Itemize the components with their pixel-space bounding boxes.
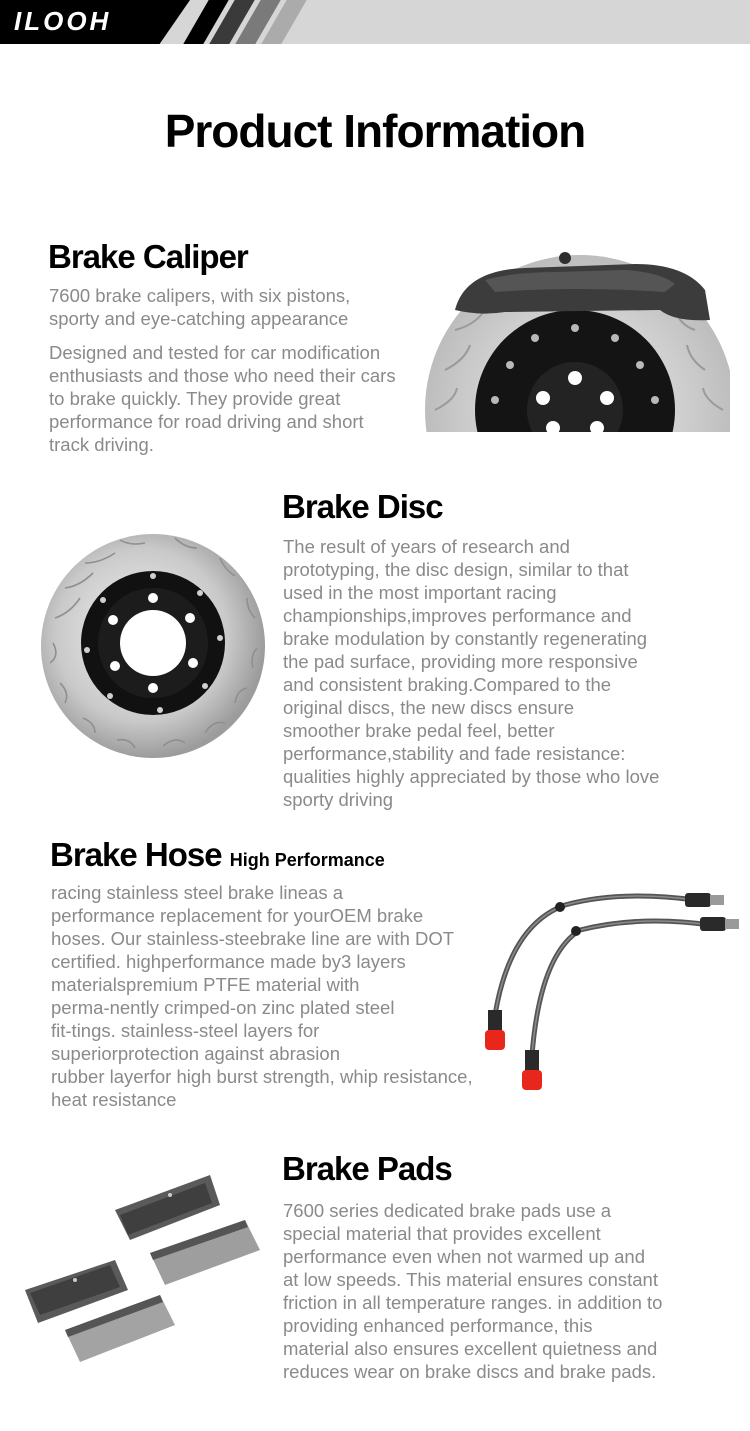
text-line: sporty and eye-catching appearance bbox=[49, 308, 349, 329]
text-line: material also ensures excellent quietness and bbox=[283, 1338, 658, 1359]
text-line: special material that provides excellent bbox=[283, 1223, 601, 1244]
text-line: superiorprotection against abrasion bbox=[51, 1043, 340, 1064]
brake-pads-image bbox=[20, 1165, 275, 1375]
text-line: hoses. Our stainless-steebrake line are with DOT bbox=[51, 928, 455, 949]
text-line: heat resistance bbox=[51, 1089, 177, 1110]
text-line: 7600 series dedicated brake pads use a bbox=[283, 1200, 612, 1221]
text-line: performance replacement for yourOEM brake bbox=[51, 905, 424, 926]
text-line: certified. highperformance made by3 layers bbox=[51, 951, 406, 972]
text-line: to brake quickly. They provide great bbox=[49, 388, 341, 409]
text-line: sporty driving bbox=[283, 789, 394, 810]
hose-title-text: Brake Hose bbox=[50, 836, 222, 873]
text-line: performance for road driving and short bbox=[49, 411, 364, 432]
text-line: qualities highly appreciated by those who love bbox=[283, 766, 660, 787]
text-line: fit-tings. stainless-steel layers for bbox=[51, 1020, 320, 1041]
pads-title: Brake Pads bbox=[282, 1150, 452, 1187]
hose-subtitle: High Performance bbox=[229, 850, 385, 870]
brake-disc-image bbox=[25, 518, 275, 768]
text-line: materialspremium PTFE material with bbox=[51, 974, 360, 995]
page-title: Product Information bbox=[164, 105, 586, 157]
text-line: used in the most important racing bbox=[283, 582, 557, 603]
brake-caliper-image bbox=[425, 250, 730, 432]
text-line: friction in all temperature ranges. in addition to bbox=[283, 1292, 663, 1313]
text-line: championships,improves performance and bbox=[283, 605, 632, 626]
disc-title: Brake Disc bbox=[282, 488, 443, 525]
text-line: the pad surface, providing more responsive bbox=[283, 651, 638, 672]
brand-logo: ILOOH bbox=[14, 6, 112, 36]
text-line: enthusiasts and those who need their cars bbox=[49, 365, 396, 386]
text-line: track driving. bbox=[49, 434, 154, 455]
text-line: providing enhanced performance, this bbox=[283, 1315, 593, 1336]
text-line: Designed and tested for car modification bbox=[49, 342, 381, 363]
text-line: and consistent braking.Compared to the bbox=[283, 674, 612, 695]
pads-description bbox=[283, 1199, 662, 1383]
caliper-description bbox=[49, 341, 396, 456]
text-line: performance,stability and fade resistance: bbox=[283, 743, 626, 764]
text-line: reduces wear on brake discs and brake pads. bbox=[283, 1361, 657, 1382]
text-line: racing stainless steel brake lineas a bbox=[51, 882, 344, 903]
hose-description bbox=[51, 881, 473, 1111]
text-line: original discs, the new discs ensure bbox=[283, 697, 575, 718]
text-line: 7600 brake calipers, with six pistons, bbox=[49, 285, 351, 306]
brake-hose-image bbox=[480, 885, 750, 1110]
header-banner bbox=[0, 0, 750, 44]
text-line: perma-nently crimped-on zinc plated steel bbox=[51, 997, 395, 1018]
disc-description bbox=[283, 535, 659, 811]
text-line: prototyping, the disc design, similar to that bbox=[283, 559, 629, 580]
hose-title bbox=[50, 836, 385, 874]
text-line: rubber layerfor high burst strength, whip resistance, bbox=[51, 1066, 473, 1087]
caliper-subtitle bbox=[49, 284, 350, 330]
text-line: brake modulation by constantly regenerating bbox=[283, 628, 648, 649]
text-line: at low speeds. This material ensures constant bbox=[283, 1269, 658, 1290]
text-line: The result of years of research and bbox=[283, 536, 570, 557]
text-line: smoother brake pedal feel, better bbox=[283, 720, 555, 741]
text-line: performance even when not warmed up and bbox=[283, 1246, 645, 1267]
caliper-title: Brake Caliper bbox=[48, 238, 248, 275]
